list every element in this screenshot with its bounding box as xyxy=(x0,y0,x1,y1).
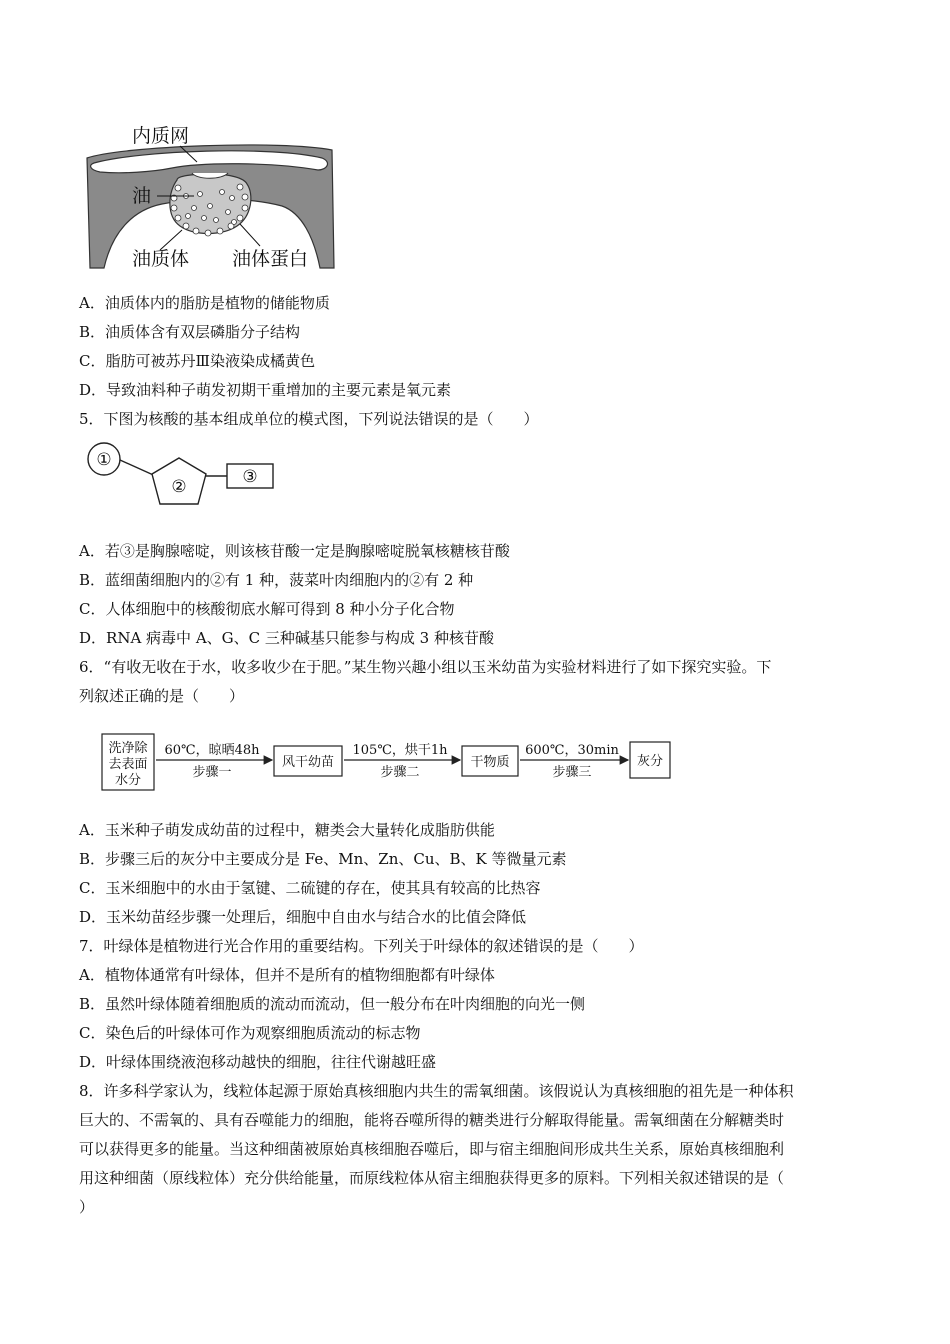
q6-option-c: C．玉米细胞中的水由于氢键、二硫键的存在，使其具有较高的比热容 xyxy=(79,879,541,897)
step2-condition: 105℃，烘干1h xyxy=(352,743,448,758)
step1-name: 步骤一 xyxy=(192,765,232,780)
step3-condition: 600℃，30min xyxy=(525,743,619,758)
q5-stem: 5．下图为核酸的基本组成单位的模式图，下列说法错误的是（ ） xyxy=(79,410,539,428)
q4-option-c: C．脂肪可被苏丹Ⅲ染液染成橘黄色 xyxy=(79,352,315,370)
q7-option-a: A．植物体通常有叶绿体，但并不是所有的植物细胞都有叶绿体 xyxy=(79,966,495,984)
label-oil-body-protein: 油体蛋白 xyxy=(232,248,309,270)
q8-line4: 用这种细菌（原线粒体）充分供给能量，而原线粒体从宿主细胞获得更多的原料。下列相关叙述错误的是（ xyxy=(79,1169,785,1187)
experiment-flowchart xyxy=(100,732,675,794)
label-er: 内质网 xyxy=(132,125,190,147)
flow-box-ash-label: 灰分 xyxy=(636,754,664,769)
q6-option-a: A．玉米种子萌发成幼苗的过程中，糖类会大量转化成脂肪供能 xyxy=(79,821,495,839)
q7-option-d: D．叶绿体围绕液泡移动越快的细胞，往往代谢越旺盛 xyxy=(79,1053,437,1071)
flow-box-wash-line3: 水分 xyxy=(114,773,142,788)
label-phosphate: ① xyxy=(96,450,112,470)
q8-line5: ） xyxy=(79,1198,95,1216)
q4-option-a: A．油质体内的脂肪是植物的储能物质 xyxy=(79,294,330,312)
flow-box-dried-seedling-label: 风干幼苗 xyxy=(281,755,335,770)
q5-option-a: A．若③是胸腺嘧啶，则该核苷酸一定是胸腺嘧啶脱氧核糖核苷酸 xyxy=(79,542,510,560)
step1-condition: 60℃，晾晒48h xyxy=(164,743,260,758)
label-oil: 油 xyxy=(132,185,152,207)
q8-line3: 可以获得更多的能量。当这种细菌被原始真核细胞吞噬后，即与宿主细胞间形成共生关系，原始真核细胞利 xyxy=(79,1140,785,1158)
q8-line2: 巨大的、不需氧的、具有吞噬能力的细胞，能将吞噬所得的糖类进行分解取得能量。需氧细菌在分解糖类时 xyxy=(79,1111,785,1129)
q5-option-b: B．蓝细菌细胞内的②有 1 种，菠菜叶肉细胞内的②有 2 种 xyxy=(79,571,474,589)
q7-option-c: C．染色后的叶绿体可作为观察细胞质流动的标志物 xyxy=(79,1024,421,1042)
label-oil-body: 油质体 xyxy=(132,248,190,270)
nucleotide-diagram xyxy=(84,440,284,516)
step3-name: 步骤三 xyxy=(552,765,592,780)
oil-body-diagram xyxy=(82,118,342,278)
flow-box-dry-matter-label: 干物质 xyxy=(470,755,510,770)
label-sugar: ② xyxy=(171,477,187,497)
q6-stem-line2: 列叙述正确的是（ ） xyxy=(79,687,245,705)
q4-option-d: D．导致油料种子萌发初期干重增加的主要元素是氧元素 xyxy=(79,381,452,399)
q5-option-d: D．RNA 病毒中 A、G、C 三种碱基只能参与构成 3 种核苷酸 xyxy=(79,629,494,647)
flow-box-wash-line1: 洗净除 xyxy=(108,741,148,756)
q6-option-d: D．玉米幼苗经步骤一处理后，细胞中自由水与结合水的比值会降低 xyxy=(79,908,527,926)
flow-box-wash-line2: 去表面 xyxy=(108,757,148,772)
q4-option-b: B．油质体含有双层磷脂分子结构 xyxy=(79,323,301,341)
q7-stem: 7．叶绿体是植物进行光合作用的重要结构。下列关于叶绿体的叙述错误的是（ ） xyxy=(79,937,644,955)
q6-option-b: B．步骤三后的灰分中主要成分是 Fe、Mn、Zn、Cu、B、K 等微量元素 xyxy=(79,850,567,868)
q8-line1: 8．许多科学家认为，线粒体起源于原始真核细胞内共生的需氧细菌。该假说认为真核细胞的祖先是一种体积 xyxy=(79,1082,794,1100)
q7-option-b: B．虽然叶绿体随着细胞质的流动而流动，但一般分布在叶肉细胞的向光一侧 xyxy=(79,995,586,1013)
step2-name: 步骤二 xyxy=(380,765,420,780)
label-base: ③ xyxy=(242,467,258,487)
q6-stem-line1: 6．“有收无收在于水，收多收少在于肥。”某生物兴趣小组以玉米幼苗为实验材料进行了如下探究实验。下 xyxy=(79,658,772,676)
q5-option-c: C．人体细胞中的核酸彻底水解可得到 8 种小分子化合物 xyxy=(79,600,455,618)
